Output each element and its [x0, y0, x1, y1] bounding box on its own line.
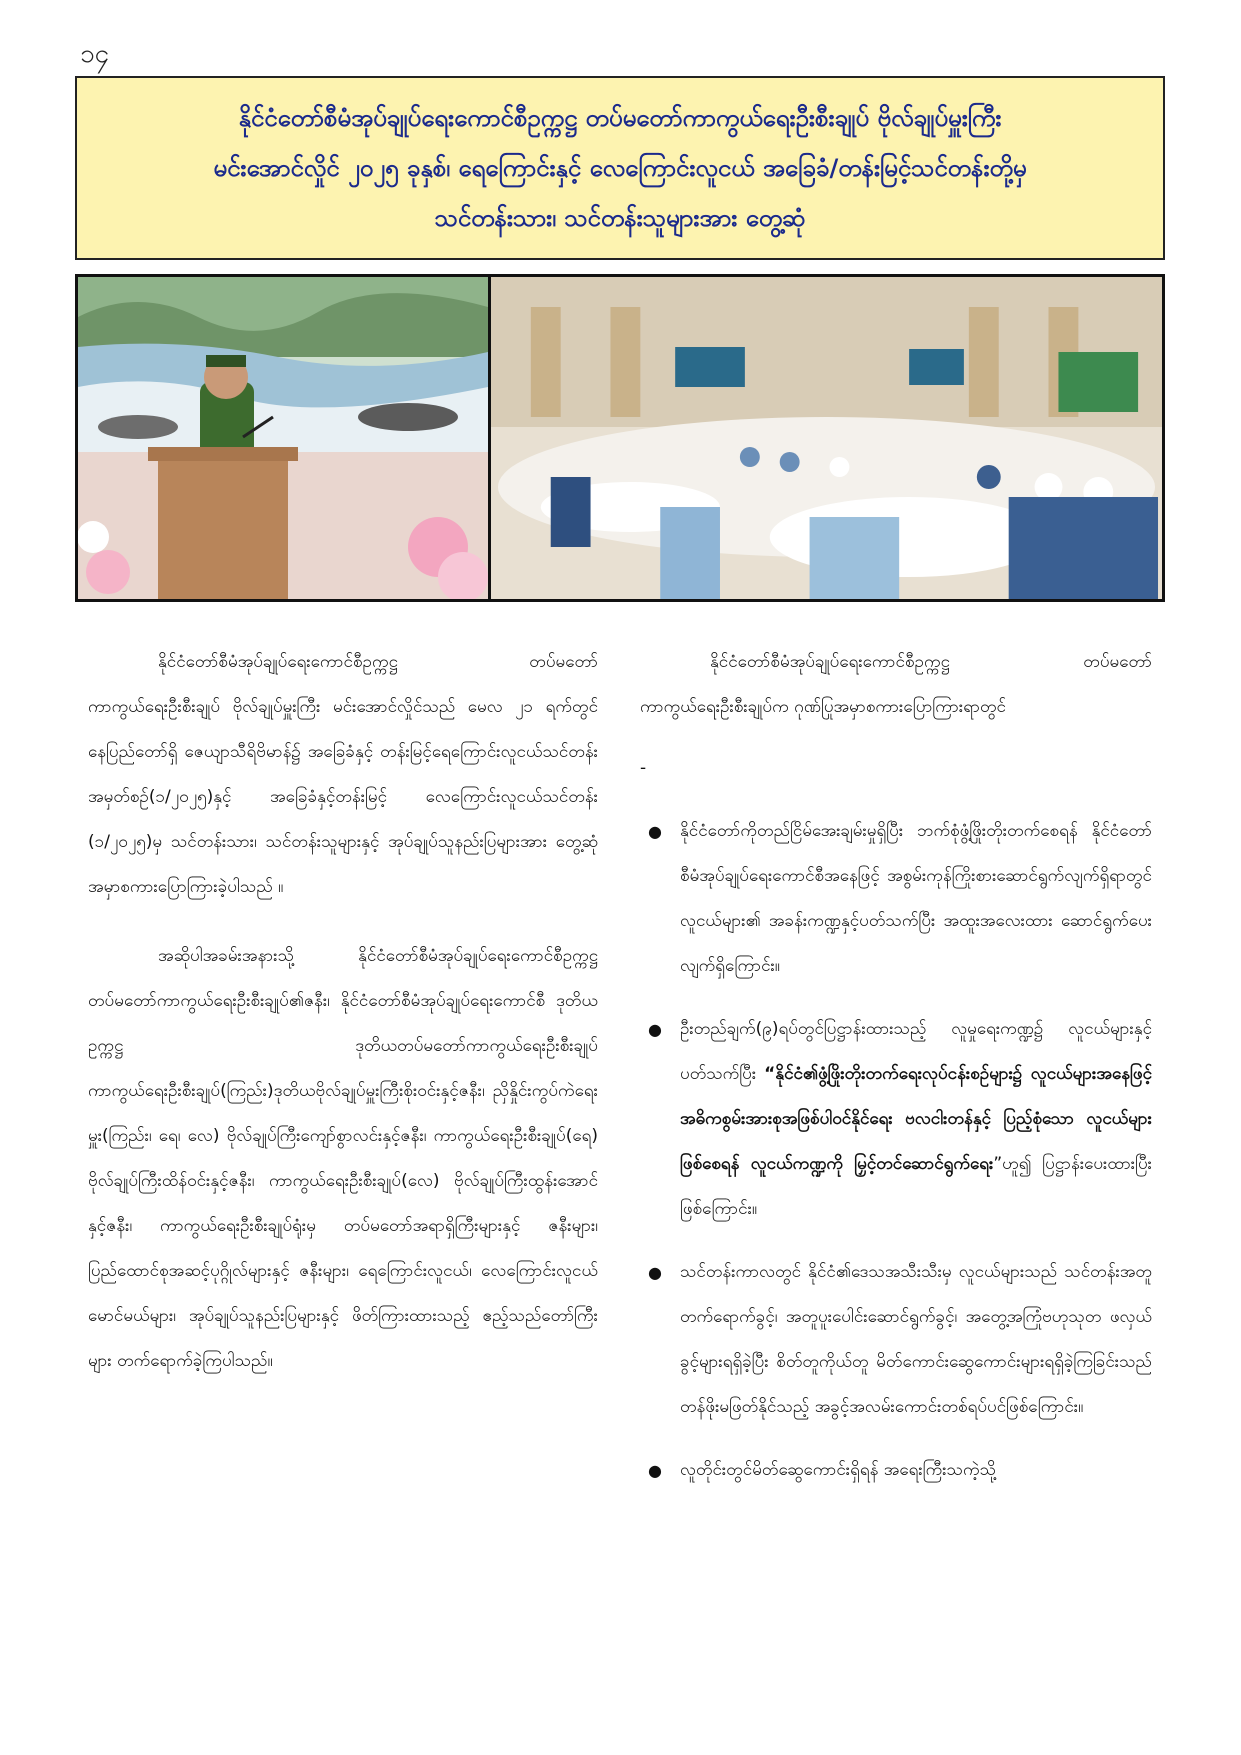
- headline-box: [75, 76, 1165, 260]
- bullet-icon: ●: [648, 1263, 662, 1282]
- right-column: [640, 640, 1152, 1511]
- bullet-icon: ●: [648, 1020, 662, 1039]
- headline-line-2: မင်းအောင်လှိုင် ၂၀၂၅ ခုနှစ်၊ ရေကြောင်းနှင့် လေကြောင်းလူငယ် အခြေခံ/တန်းမြင့်သင်တန်းတို့မှ: [213, 154, 1027, 182]
- bullet-icon: ●: [648, 822, 662, 841]
- photo-strip: [75, 274, 1165, 602]
- headline-line-3: သင်တန်းသား၊ သင်တန်းသူများအား တွေ့ဆုံ: [434, 204, 806, 232]
- headline-line-1: နိုင်ငံတော်စီမံအုပ်ချုပ်ရေးကောင်စီဥက္ကဋ္ဌ တပ်မတော်ကာကွယ်ရေးဦးစီးချုပ် ဗိုလ်ချုပ်မှူးကြီး: [238, 104, 1002, 132]
- audience-photo-illustration: [491, 277, 1162, 599]
- bullet-icon: ●: [648, 1461, 662, 1480]
- speech-points-list: [640, 809, 1152, 1493]
- audience-photo: [491, 277, 1162, 599]
- speech-point-text-post: ”ဟူ၍ ပြဋ္ဌာန်းပေးထားပြီးဖြစ်ကြောင်း။: [680, 1154, 1152, 1219]
- page-number: ၁၄: [80, 39, 110, 69]
- left-paragraph-1: နိုင်ငံတော်စီမံအုပ်ချုပ်ရေးကောင်စီဥက္ကဋ္ဌ တပ်မတော်ကာကွယ်ရေးဦးစီးချုပ် ဗိုလ်ချုပ်မှူးကြီး မင်းအောင်လှိုင်သည် မေလ ၂၁ ရက်တွင် နေပြည်တော်ရှိ ဇေယျာသီရိဗိမာန်၌ အခြေခံနှင့် တန်းမြင့်ရေကြောင်းလူငယ်သင်တန်းအမှတ်စဉ်(၁/၂၀၂၅)နှင့် အခြေခံနှင့်တန်းမြင့် လေကြောင်းလူငယ်သင်တန်း (၁/၂၀၂၅)မှ သင်တန်းသား၊ သင်တန်းသူများနှင့် အုပ်ချုပ်သူနည်းပြများအား တွေ့ဆုံအမှာစကားပြောကြားခဲ့ပါသည် ။: [88, 652, 598, 897]
- left-column: [88, 640, 598, 1408]
- speech-point-text-pre: ဦးတည်ချက်(၉)ရပ်တွင်ပြဋ္ဌာန်းထားသည့် လူမှုရေးကဏ္ဍ၌ လူငယ်များနှင့်ပတ်သက်ပြီး: [680, 1019, 1152, 1084]
- speech-point-2: [640, 1007, 1152, 1232]
- speech-point-3: [640, 1250, 1152, 1430]
- speech-point-text: သင်တန်းကာလတွင် နိုင်ငံ၏ဒေသအသီးသီးမှ လူငယ်များသည် သင်တန်းအတူ တက်ရောက်ခွင့်၊ အတူပူးပေါင်းဆောင်ရွက်ခွင့်၊ အတွေ့အကြုံဗဟုသုတ ဖလှယ်ခွင့်များရရှိခဲ့ပြီး စိတ်တူကိုယ်တူ မိတ်ကောင်းဆွေကောင်းများရရှိခဲ့ကြခြင်းသည် တန်ဖိုးမဖြတ်နိုင်သည့် အခွင့်အလမ်းကောင်းတစ်ရပ်ပင်ဖြစ်ကြောင်း။: [680, 1262, 1152, 1417]
- speaker-photo: [78, 277, 491, 599]
- intro-dash: -: [640, 758, 647, 778]
- right-intro-paragraph: နိုင်ငံတော်စီမံအုပ်ချုပ်ရေးကောင်စီဥက္ကဋ္ဌ တပ်မတော်ကာကွယ်ရေးဦးစီးချုပ်က ဂုဏ်ပြုအမှာစကားပြောကြားရာတွင်: [640, 652, 1152, 717]
- speaker-photo-illustration: [78, 277, 488, 599]
- speech-point-text: နိုင်ငံတော်ကိုတည်ငြိမ်အေးချမ်းမှုရှိပြီး ဘက်စုံဖွံ့ဖြိုးတိုးတက်စေရန် နိုင်ငံတော်စီမံအုပ်ချုပ်ရေးကောင်စီအနေဖြင့် အစွမ်းကုန်ကြိုးစားဆောင်ရွက်လျက်ရှိရာတွင် လူငယ်များ၏ အခန်းကဏ္ဍနှင့်ပတ်သက်ပြီး အထူးအလေးထား ဆောင်ရွက်ပေးလျက်ရှိကြောင်း။: [680, 821, 1152, 976]
- speech-point-quote: “နိုင်ငံ၏ဖွံ့ဖြိုးတိုးတက်ရေးလုပ်ငန်းစဉ်များ၌ လူငယ်များအနေဖြင့် အဓိကစွမ်းအားစုအဖြစ်ပါဝင်နိုင်ရေး ဗလငါးတန်နှင့် ပြည့်စုံသော လူငယ်များဖြစ်စေရန် လူငယ်ကဏ္ဍကို မြှင့်တင်ဆောင်ရွက်ရေး: [680, 1064, 1152, 1174]
- speech-point-1: [640, 809, 1152, 989]
- speech-point-text: လူတိုင်းတွင်မိတ်ဆွေကောင်းရှိရန် အရေးကြီးသကဲ့သို့: [680, 1460, 997, 1480]
- speech-point-4: [640, 1448, 1152, 1493]
- left-paragraph-2: အဆိုပါအခမ်းအနားသို့ နိုင်ငံတော်စီမံအုပ်ချုပ်ရေးကောင်စီဥက္ကဋ္ဌ တပ်မတော်ကာကွယ်ရေးဦးစီးချုပ်၏ဇနီး၊ နိုင်ငံတော်စီမံအုပ်ချုပ်ရေးကောင်စီ ဒုတိယဥက္ကဋ္ဌ ဒုတိယတပ်မတော်ကာကွယ်ရေးဦးစီးချုပ် ကာကွယ်ရေးဦးစီးချုပ်(ကြည်း)ဒုတိယဗိုလ်ချုပ်မှူးကြီးစိုးဝင်းနှင့်ဇနီး၊ ညှိနှိုင်းကွပ်ကဲရေးမှူး(ကြည်း၊ ရေ၊ လေ) ဗိုလ်ချုပ်ကြီးကျော်စွာလင်းနှင့်ဇနီး၊ ကာကွယ်ရေးဦးစီးချုပ်(ရေ) ဗိုလ်ချုပ်ကြီးထိန်ဝင်းနှင့်ဇနီး၊ ကာကွယ်ရေးဦးစီးချုပ်(လေ) ဗိုလ်ချုပ်ကြီးထွန်းအောင်နှင့်ဇနီး၊ ကာကွယ်ရေးဦးစီးချုပ်ရုံးမှ တပ်မတော်အရာရှိကြီးများနှင့် ဇနီးများ၊ ပြည်ထောင်စုအဆင့်ပုဂ္ဂိုလ်များနှင့် ဇနီးများ၊ ရေကြောင်းလူငယ်၊ လေကြောင်းလူငယ်မောင်မယ်များ၊ အုပ်ချုပ်သူနည်းပြများနှင့် ဖိတ်ကြားထားသည့် ဧည့်သည်တော်ကြီးများ တက်ရောက်ခဲ့ကြပါသည်။: [88, 946, 598, 1371]
